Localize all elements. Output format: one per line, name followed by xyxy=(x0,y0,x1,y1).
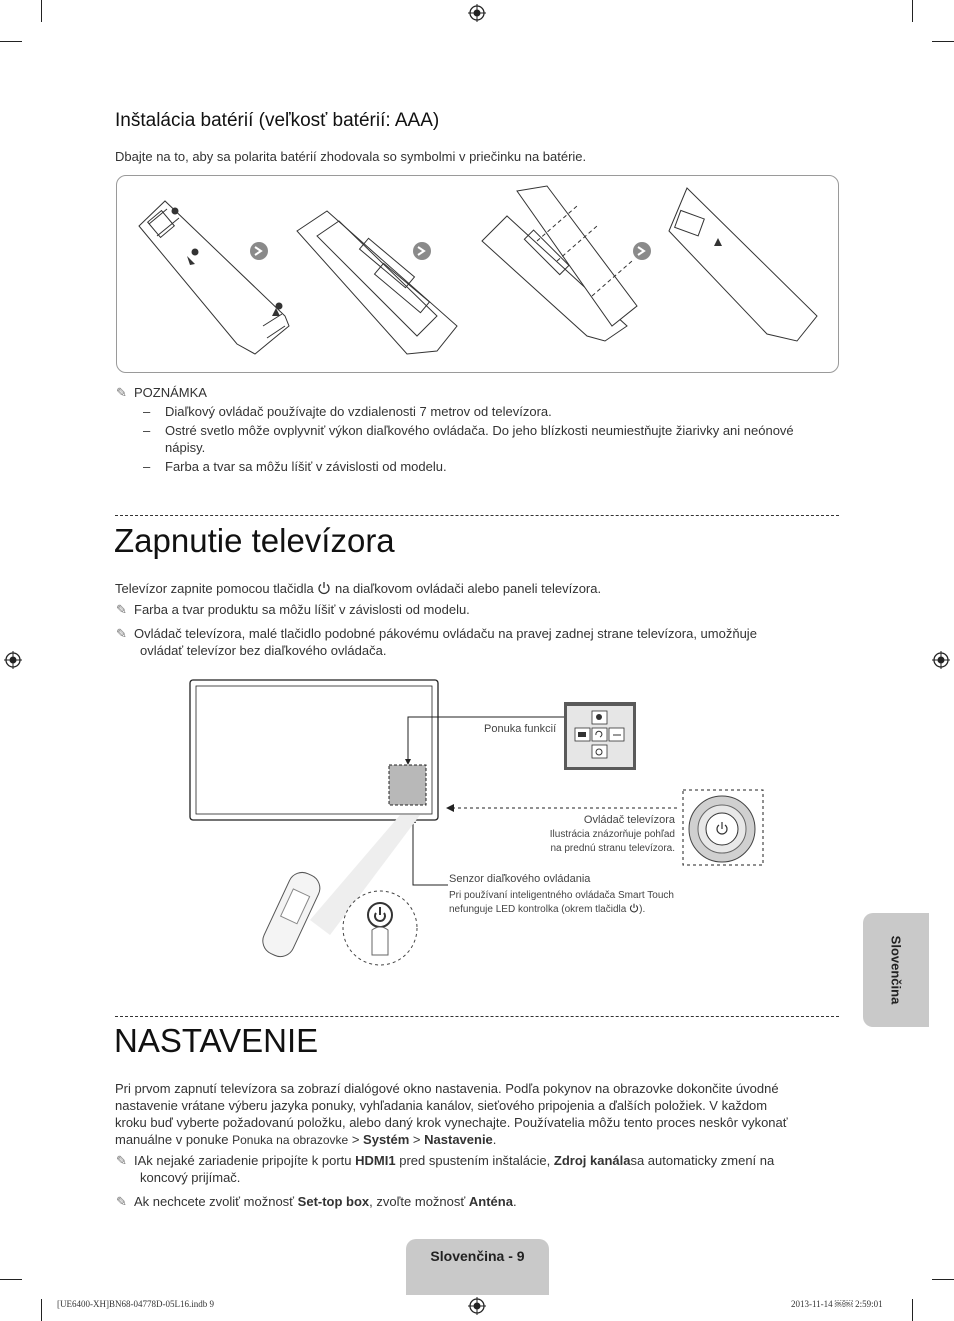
controller-desc-2: na prednú stranu televízora. xyxy=(550,843,675,854)
battery-illustration-panel xyxy=(116,175,839,373)
battery-intro: Dbajte na to, aby sa polarita batérií zhodovala so symbolmi v priečinku na batérie. xyxy=(115,149,587,164)
language-side-tab: Slovenčina xyxy=(863,913,929,1027)
crop-mark xyxy=(932,1279,954,1280)
controller-desc-1: Ilustrácia znázorňuje pohľad xyxy=(549,829,675,840)
page-number-tab: Slovenčina - 9 xyxy=(406,1239,549,1295)
footer-file-info: [UE6400-XH]BN68-04778D-05L16.indb 9 xyxy=(57,1299,214,1309)
power-on-note-2: ✎ Ovládač televízora, malé tlačidlo podobné pákovému ovládaču na pravej zadnej strane televízora, umožňuje xyxy=(116,626,757,641)
power-on-intro: Televízor zapnite pomocou tlačidla na diaľkovom ovládači alebo paneli televízora. xyxy=(115,581,602,596)
note-pencil-icon: ✎ xyxy=(116,1153,127,1168)
setup-note-1-cont: koncový prijímač. xyxy=(140,1170,241,1185)
setup-note-1: ✎ IAk nejaké zariadenie pripojíte k portu HDMI1 pred spustením inštalácie, Zdroj kanálasa automaticky zmení na xyxy=(116,1153,775,1168)
battery-heading: Inštalácia batérií (veľkosť batérií: AAA) xyxy=(115,110,440,131)
sensor-desc-2: nefunguje LED kontrolka (okrem tlačidla ). xyxy=(449,904,646,915)
power-on-note-1: ✎ Farba a tvar produktu sa môžu líšiť v závislosti od modelu. xyxy=(116,602,470,617)
crop-mark xyxy=(0,41,22,42)
crop-mark xyxy=(41,1299,42,1321)
tv-controls-diagram xyxy=(180,675,780,970)
note-pencil-icon: ✎ xyxy=(116,1194,127,1209)
power-on-heading: Zapnutie televízora xyxy=(114,522,395,559)
power-on-note-2-cont: ovládať televízor bez diaľkového ovládača. xyxy=(140,643,387,658)
crop-mark xyxy=(41,0,42,22)
note-header xyxy=(116,384,207,401)
power-icon xyxy=(629,903,639,913)
battery-steps-illustration xyxy=(117,176,838,372)
setup-paragraph-line: Pri prvom zapnutí televízora sa zobrazí dialógové okno nastavenia. Podľa pokynov na obrazovke dokončite úvodné xyxy=(115,1081,779,1096)
note-pencil-icon: ✎ xyxy=(116,602,127,617)
note-pencil-icon: ✎ xyxy=(116,626,127,641)
footer-timestamp: 2013-11-14 ￼￼ 2:59:01 xyxy=(791,1299,883,1309)
registration-mark-icon xyxy=(468,4,486,22)
sensor-desc-1: Pri používaní inteligentného ovládača Smart Touch xyxy=(449,890,674,901)
function-menu-label: Ponuka funkcií xyxy=(484,723,557,735)
setup-paragraph-line: manuálne v ponuke Ponuka na obrazovke > Systém > Nastavenie. xyxy=(115,1132,497,1147)
note-item: – Ostré svetlo môže ovplyvniť výkon diaľkového ovládača. Do jeho blízkosti neumiestňujte žiarivky ani neónové xyxy=(143,423,794,438)
registration-mark-icon xyxy=(468,1297,486,1315)
setup-paragraph-line: nastavenie vrátane výberu jazyka ponuky, vyhľadania kanálov, sieťového pripojenia a ďalších položiek. V každom xyxy=(115,1098,768,1113)
note-pencil-icon: ✎ xyxy=(116,385,127,400)
setup-note-2: ✎ Ak nechcete zvoliť možnosť Set-top box, zvoľte možnosť Anténa. xyxy=(116,1194,517,1209)
section-divider xyxy=(115,1016,839,1017)
crop-mark xyxy=(912,1299,913,1321)
registration-mark-icon xyxy=(4,651,22,669)
controller-label: Ovládač televízora xyxy=(583,814,675,826)
note-item: – Farba a tvar sa môžu líšiť v závislosti od modelu. xyxy=(143,459,447,474)
crop-mark xyxy=(0,1279,22,1280)
registration-mark-icon xyxy=(932,651,950,669)
section-divider xyxy=(115,515,839,516)
setup-paragraph-line: kroku buď vyberte požadovanú položku, alebo daný krok vynechajte. Používatelia môžu tento proces neskôr vykonať xyxy=(115,1115,788,1130)
sensor-label: Senzor diaľkového ovládania xyxy=(449,873,591,885)
note-item-continued: nápisy. xyxy=(165,440,206,455)
note-item: – Diaľkový ovládač používajte do vzdialenosti 7 metrov od televízora. xyxy=(143,404,552,419)
setup-heading: NASTAVENIE xyxy=(114,1022,319,1059)
crop-mark xyxy=(932,41,954,42)
crop-mark xyxy=(912,0,913,22)
note-label: POZNÁMKA xyxy=(134,385,207,400)
power-icon xyxy=(317,581,331,595)
